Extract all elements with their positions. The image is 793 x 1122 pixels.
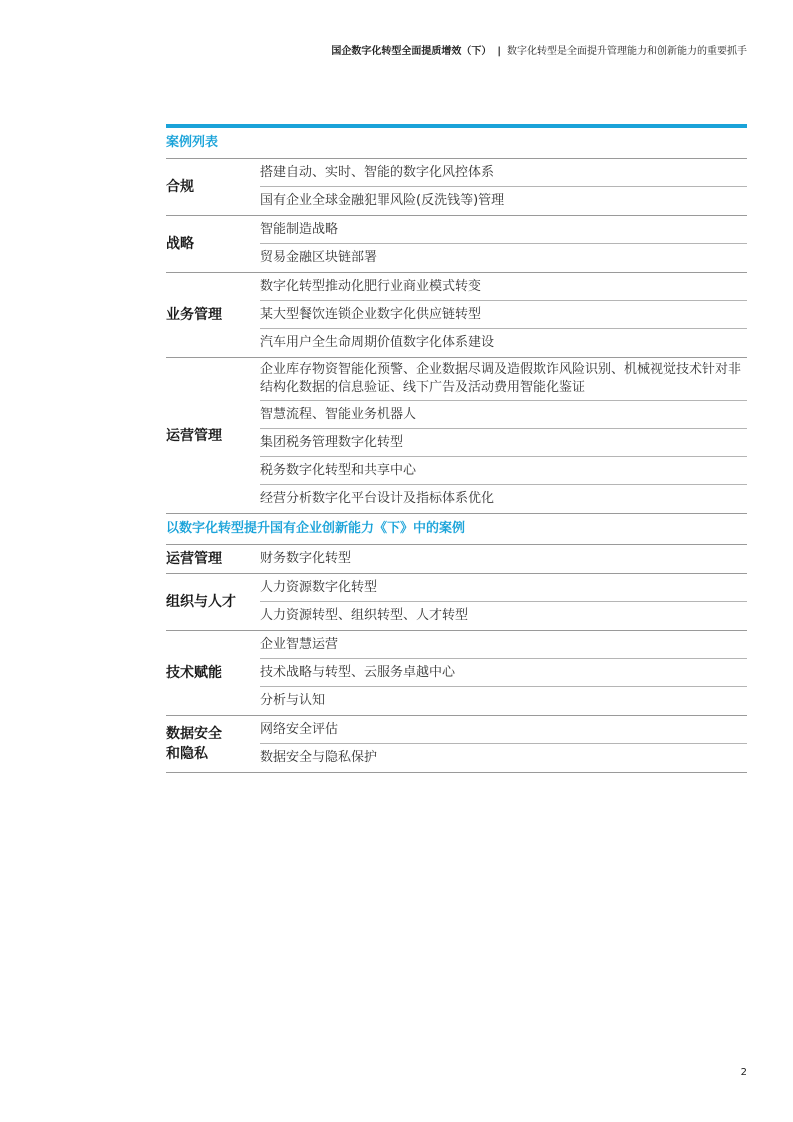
list-item: 贸易金融区块链部署 <box>260 250 378 265</box>
list-item: 企业智慧运营 <box>260 631 747 659</box>
group-items <box>260 545 747 573</box>
header-separator: | <box>497 46 501 57</box>
group-items <box>260 216 747 272</box>
group-items <box>260 631 747 715</box>
list-item: 网络安全评估 <box>260 716 747 744</box>
group-compliance <box>166 159 747 216</box>
list-item: 财务数字化转型 <box>260 551 352 566</box>
section-title-case-list: 案例列表 <box>166 128 747 159</box>
group-label <box>166 716 260 772</box>
list-item: 数据安全与隐私保护 <box>260 750 378 765</box>
group-items <box>260 716 747 772</box>
list-item: 人力资源数字化转型 <box>260 574 747 602</box>
group-organization-talent <box>166 574 747 631</box>
page-header <box>331 42 747 57</box>
list-item: 税务数字化转型和共享中心 <box>260 457 747 485</box>
group-strategy <box>166 216 747 273</box>
list-item: 搭建自动、实时、智能的数字化风控体系 <box>260 159 747 187</box>
header-title: 国企数字化转型全面提质增效（下） <box>331 46 492 57</box>
list-item: 集团税务管理数字化转型 <box>260 429 747 457</box>
group-label: 组织与人才 <box>166 594 236 610</box>
group-operations-management <box>166 358 747 514</box>
group-label: 运营管理 <box>166 551 222 567</box>
case-table <box>166 124 747 773</box>
group-label: 技术赋能 <box>166 665 222 681</box>
group-label: 战略 <box>166 236 194 252</box>
page-number: 2 <box>740 1067 747 1078</box>
list-item: 汽车用户全生命周期价值数字化体系建设 <box>260 335 495 350</box>
list-item: 分析与认知 <box>260 693 326 708</box>
group-data-security-privacy <box>166 716 747 773</box>
list-item: 智慧流程、智能业务机器人 <box>260 401 747 429</box>
section-title-innovation-cases: 以数字化转型提升国有企业创新能力《下》中的案例 <box>166 514 747 545</box>
group-tech-enablement <box>166 631 747 716</box>
list-item: 智能制造战略 <box>260 216 747 244</box>
group-label: 合规 <box>166 179 194 195</box>
group-items <box>260 273 747 357</box>
group-label: 运营管理 <box>166 427 222 444</box>
list-item: 企业库存物资智能化预警、企业数据尽调及造假欺诈风险识别、机械视觉技术针对非结构化数据的信息验证、线下广告及活动费用智能化鉴证 <box>260 358 747 401</box>
group-operations-management-2 <box>166 545 747 574</box>
group-label-line: 数据安全 <box>166 726 222 742</box>
list-item: 人力资源转型、组织转型、人才转型 <box>260 608 469 623</box>
header-subtitle: 数字化转型是全面提升管理能力和创新能力的重要抓手 <box>507 46 747 57</box>
list-item: 某大型餐饮连锁企业数字化供应链转型 <box>260 301 747 329</box>
group-items <box>260 159 747 215</box>
group-label-line: 和隐私 <box>166 746 208 762</box>
group-label: 业务管理 <box>166 307 222 323</box>
group-items <box>260 574 747 630</box>
list-item: 国有企业全球金融犯罪风险(反洗钱等)管理 <box>260 193 505 208</box>
group-items <box>260 358 747 513</box>
list-item: 技术战略与转型、云服务卓越中心 <box>260 659 747 687</box>
group-business-management <box>166 273 747 358</box>
list-item: 数字化转型推动化肥行业商业模式转变 <box>260 273 747 301</box>
list-item: 经营分析数字化平台设计及指标体系优化 <box>260 491 495 506</box>
